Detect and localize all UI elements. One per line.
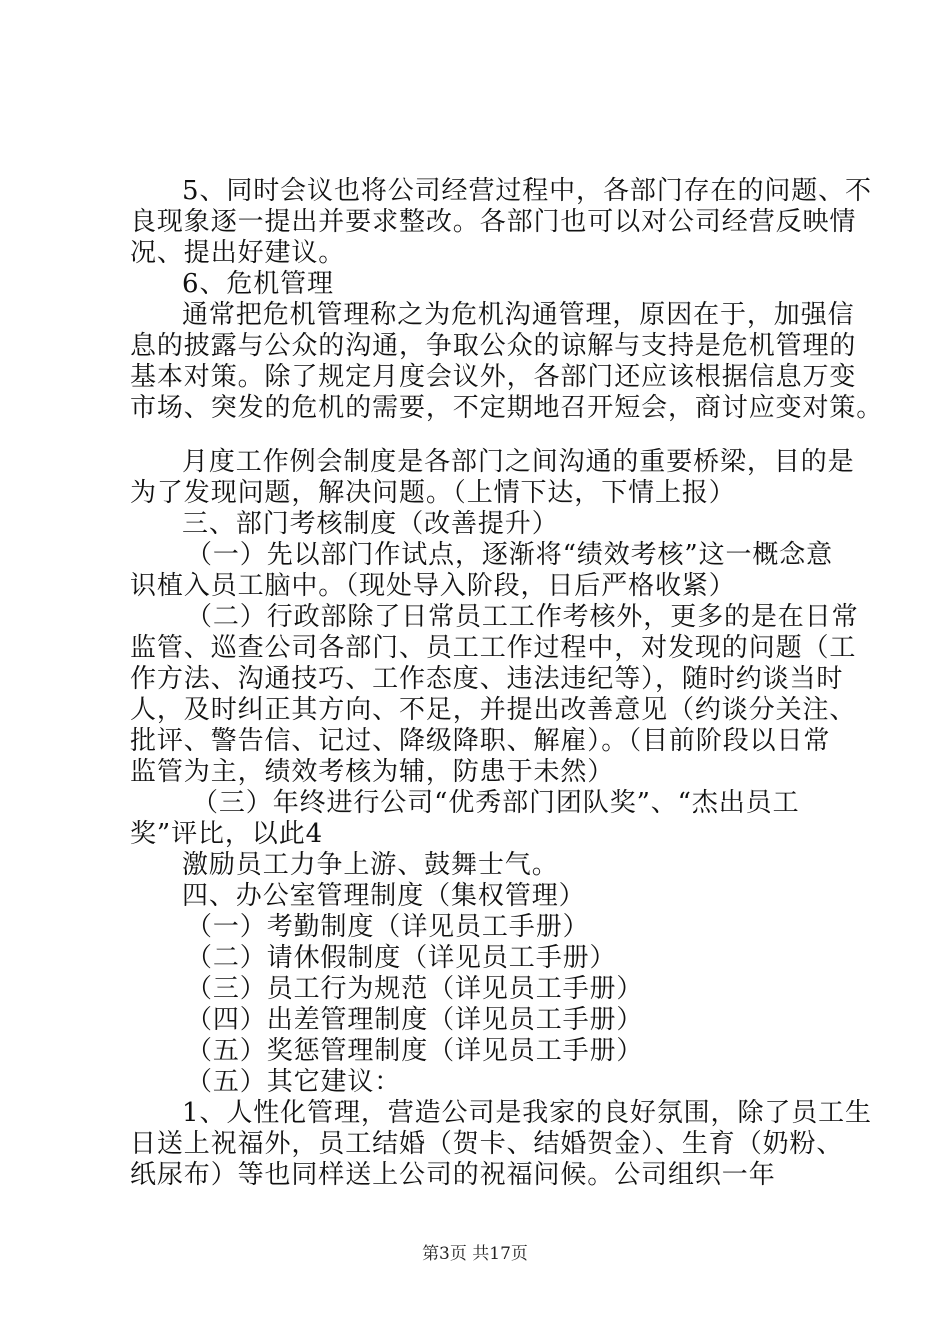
body-line: 作方法、沟通技巧、工作态度、违法违纪等），随时约谈当时 xyxy=(130,664,844,694)
body-line: 市场、突发的危机的需要，不定期地召开短会，商讨应变对策。 xyxy=(130,393,884,423)
body-line: 识植入员工脑中。（现处导入阶段，日后严格收紧） xyxy=(130,571,736,601)
section-heading: 6、危机管理 xyxy=(182,269,334,299)
body-line: 基本对策。除了规定月度会议外，各部门还应该根据信息万变 xyxy=(130,362,857,392)
body-line: 日送上祝福外，员工结婚（贺卡、结婚贺金）、生育（奶粉、 xyxy=(130,1129,844,1159)
body-line: 1、人性化管理，营造公司是我家的良好氛围，除了员工生 xyxy=(182,1098,872,1128)
section-heading: 三、部门考核制度（改善提升） xyxy=(182,509,559,539)
body-line: 批评、警告信、记过、降级降职、解雇）。（目前阶段以日常 xyxy=(130,726,831,756)
body-line: 良现象逐一提出并要求整改。各部门也可以对公司经营反映情 xyxy=(130,207,857,237)
body-line: 为了发现问题，解决问题。（上情下达，下情上报） xyxy=(130,478,736,508)
page-number-footer: 第3页 共17页 xyxy=(422,1244,528,1264)
body-line: （三）年终进行公司“优秀部门团队奖”、“杰出员工 xyxy=(192,788,800,818)
paragraph-gap xyxy=(130,424,850,447)
body-line: 月度工作例会制度是各部门之间沟通的重要桥梁，目的是 xyxy=(182,447,855,477)
list-item: （四）出差管理制度（详见员工手册） xyxy=(186,1005,644,1035)
list-item: （一）考勤制度（详见员工手册） xyxy=(186,912,590,942)
body-line: 人，及时纠正其方向、不足，并提出改善意见（约谈分关注、 xyxy=(130,695,857,725)
body-line: 况、提出好建议。 xyxy=(130,238,346,268)
body-line: （一）先以部门作试点，逐渐将“绩效考核”这一概念意 xyxy=(186,540,834,570)
section-heading: 四、办公室管理制度（集权管理） xyxy=(182,881,586,911)
body-line: 5、同时会议也将公司经营过程中，各部门存在的问题、不 xyxy=(182,176,872,206)
list-item: （五）奖惩管理制度（详见员工手册） xyxy=(186,1036,644,1066)
list-item: （五）其它建议： xyxy=(186,1067,402,1097)
body-line: （二）行政部除了日常员工工作考核外，更多的是在日常 xyxy=(186,602,859,632)
body-line: 息的披露与公众的沟通，争取公众的谅解与支持是危机管理的 xyxy=(130,331,857,361)
body-line: 纸尿布）等也同样送上公司的祝福问候。公司组织一年 xyxy=(130,1160,776,1190)
body-line: 监管为主，绩效考核为辅，防患于未然） xyxy=(130,757,615,787)
body-line: 通常把危机管理称之为危机沟通管理，原因在于，加强信 xyxy=(182,300,855,330)
list-item: （三）员工行为规范（详见员工手册） xyxy=(186,974,644,1004)
body-line: 监管、巡查公司各部门、员工工作过程中，对发现的问题（工 xyxy=(130,633,857,663)
list-item: （二）请休假制度（详见员工手册） xyxy=(186,943,617,973)
body-line: 奖”评比，以此4 xyxy=(130,819,324,849)
body-line: 激励员工力争上游、鼓舞士气。 xyxy=(182,850,559,880)
document-body xyxy=(130,176,884,1191)
